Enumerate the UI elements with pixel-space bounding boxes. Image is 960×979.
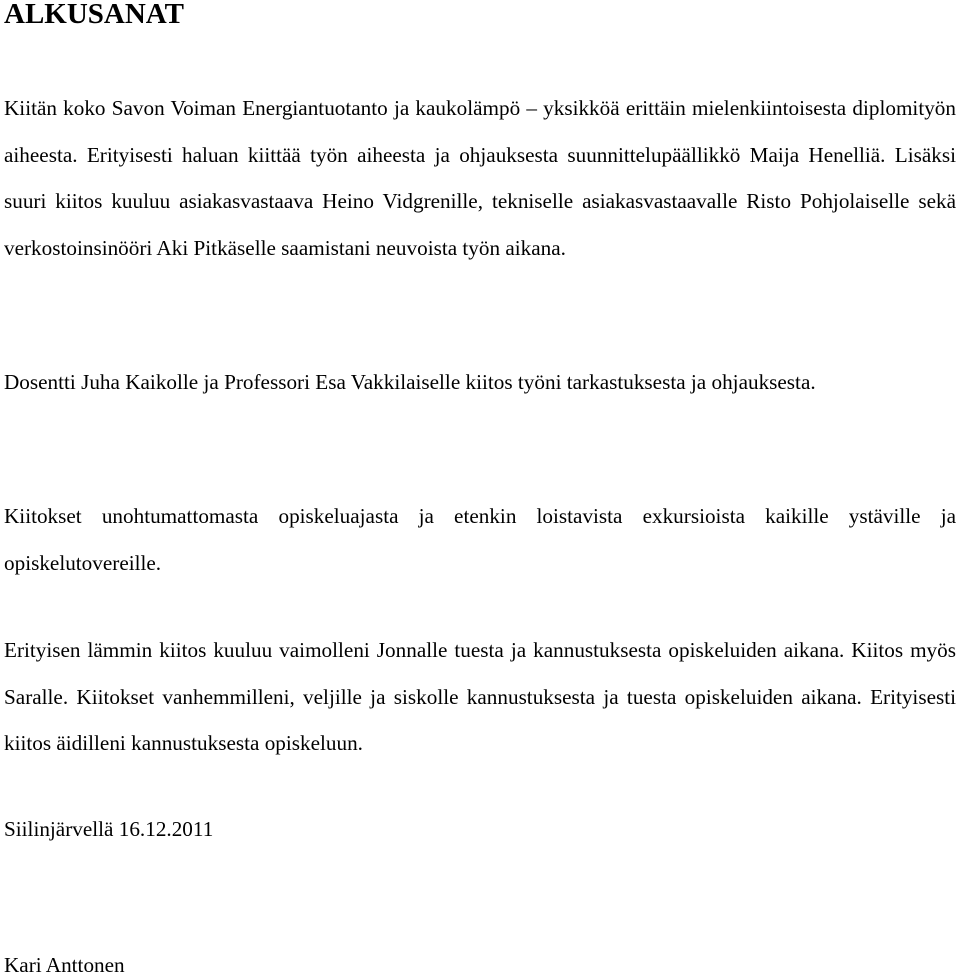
paragraph-acknowledgements: Kiitän koko Savon Voiman Energiantuotanto ja kaukolämpö – yksikköä erittäin mielenkiintoisesta diplomityön aiheesta. Erityisesti haluan kiittää työn aiheesta ja ohjauksesta suunnittelupäällikkö Maija Henelliä. Lisäksi suuri kiitos kuuluu asiakasvastaava Heino Vidgrenille, tekniselle asiakasvastaavalle Risto Pohjolaiselle sekä verkostoinsinööri Aki Pitkäselle saamistani neuvoista työn aikana. bbox=[4, 96, 956, 260]
paragraph-family: Erityisen lämmin kiitos kuuluu vaimolleni Jonnalle tuesta ja kannustuksesta opiskeluiden aikana. Kiitos myös Saralle. Kiitokset vanhemmilleni, veljille ja siskolle kannustuksesta ja tuesta opiskeluiden aikana. Erityisesti kiitos äidilleni kannustuksesta opiskeluun. bbox=[4, 638, 956, 755]
paragraph-friends: Kiitokset unohtumattomasta opiskeluajasta ja etenkin loistavista exkursioista kaikille ystäville ja opiskelutovereille. bbox=[4, 504, 956, 575]
author-name: Kari Anttonen bbox=[4, 953, 125, 977]
paragraph-supervisors: Dosentti Juha Kaikolle ja Professori Esa Vakkilaiselle kiitos työni tarkastuksesta ja ohjauksesta. bbox=[4, 370, 816, 394]
place-date: Siilinjärvellä 16.12.2011 bbox=[4, 817, 214, 841]
page-heading: ALKUSANAT bbox=[4, 0, 184, 30]
